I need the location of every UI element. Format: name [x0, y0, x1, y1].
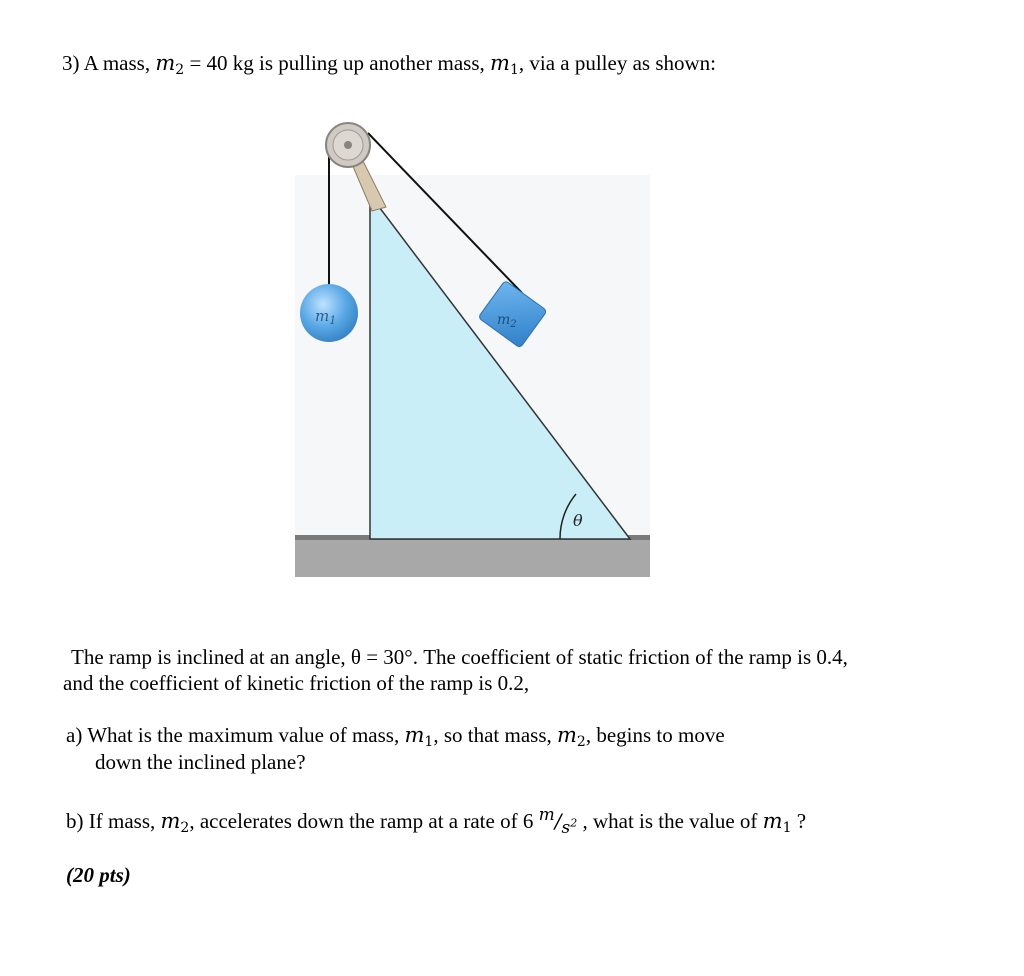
problem-header: [62, 50, 716, 83]
m2-value-text: = 40 kg is pulling up another mass,: [189, 51, 485, 75]
part-b-text-2: , accelerates down the ramp at a rate of 6: [189, 809, 534, 833]
problem-number: 3): [62, 51, 80, 75]
statement-line-2: and the coefficient of kinetic friction of the ramp is 0.2,: [63, 671, 530, 695]
part-a-line-2: down the inclined plane?: [95, 750, 306, 774]
part-a-text-1: What is the maximum value of mass,: [87, 723, 400, 747]
part-a-text-3: , begins to move: [585, 723, 725, 747]
part-a-label: a): [66, 723, 83, 747]
var-m1: $m_1$: [404, 723, 434, 750]
statement-line-1: The ramp is inclined at an angle, θ = 30°. The coefficient of static friction of the ramp is 0.4,: [71, 645, 848, 669]
points-label: (20 pts): [66, 863, 131, 887]
theta-label: θ: [573, 511, 583, 530]
m1-label: $m_1$: [315, 307, 337, 327]
var-m1: $m_1$: [490, 51, 519, 78]
part-b-line: [66, 802, 806, 841]
pulley-ramp-figure: [290, 115, 660, 585]
pulley-axle: [344, 141, 352, 149]
var-m2: $m_2$: [160, 809, 190, 836]
part-b-label: b): [66, 809, 84, 833]
acceleration-unit: $^m/_{s^2}$: [538, 805, 578, 839]
var-m2: $m_2$: [557, 723, 586, 750]
intro-text: A mass,: [83, 51, 151, 75]
ground: [295, 537, 650, 577]
intro-text-end: , via a pulley as shown:: [518, 51, 717, 75]
m2-label: $m_2$: [497, 312, 517, 330]
part-a-text-2: , so that mass,: [433, 723, 552, 747]
part-b-text-3: , what is the value of: [582, 809, 758, 833]
var-m1: $m_1$: [762, 809, 792, 836]
var-m2: $m_2$: [155, 51, 185, 78]
part-b-text-1: If mass,: [88, 809, 156, 833]
part-b-text-4: ?: [796, 809, 807, 833]
